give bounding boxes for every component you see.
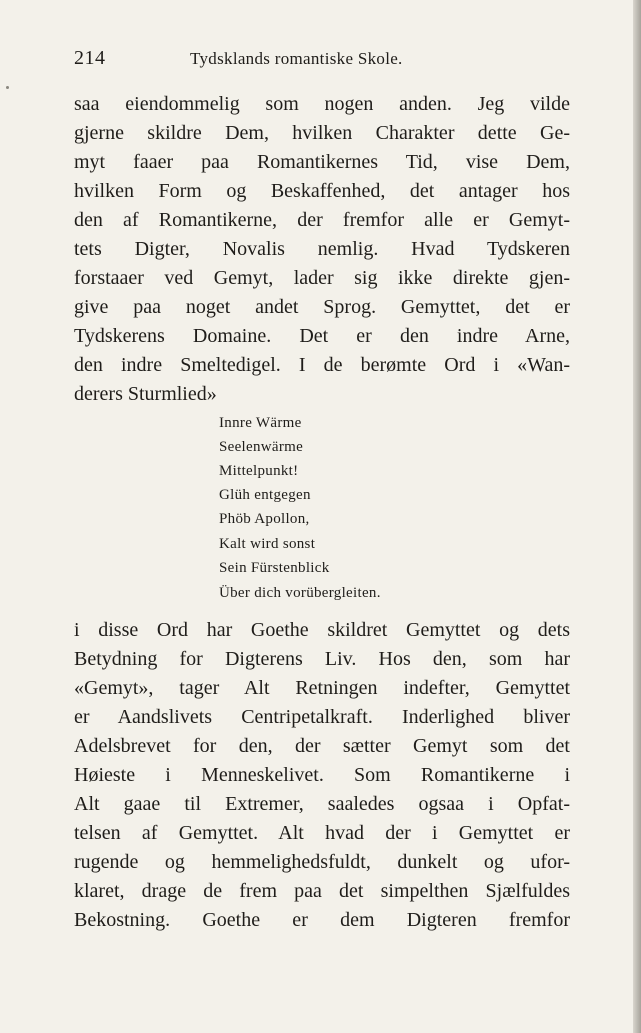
paper-speck <box>6 86 9 89</box>
text-line: Alt gaae til Extremer, saaledes ogsaa i Opfat- <box>74 793 570 815</box>
text-line: den indre Smeltedigel. I de berømte Ord i «Wan- <box>74 354 570 376</box>
text-line: telsen af Gemyttet. Alt hvad der i Gemyttet er <box>74 822 570 844</box>
verse-line: Seelenwärme <box>219 439 304 455</box>
text-line: gjerne skildre Dem, hvilken Charakter dette Ge- <box>74 122 570 144</box>
text-line: give paa noget andet Sprog. Gemyttet, det er <box>74 296 570 318</box>
verse-line: Über dich vorübergleiten. <box>219 585 381 601</box>
verse-line: Kalt wird sonst <box>219 536 316 552</box>
text-line: forstaaer ved Gemyt, lader sig ikke direkte gjen- <box>74 267 570 289</box>
text-line: «Gemyt», tager Alt Retningen indefter, Gemyttet <box>74 677 570 699</box>
page-number: 214 <box>74 47 106 69</box>
text-line: Adelsbrevet for den, der sætter Gemyt som det <box>74 735 570 757</box>
verse-line: Innre Wärme <box>219 415 302 431</box>
text-line: Betydning for Digterens Liv. Hos den, som har <box>74 648 570 670</box>
text-line: i disse Ord har Goethe skildret Gemyttet og dets <box>74 619 570 641</box>
text-line: saa eiendommelig som nogen anden. Jeg vilde <box>74 93 570 115</box>
text-line: tets Digter, Novalis nemlig. Hvad Tydskeren <box>74 238 570 260</box>
text-line: hvilken Form og Beskaffenhed, det antager hos <box>74 180 570 202</box>
running-header <box>74 47 570 71</box>
text-line: myt faaer paa Romantikernes Tid, vise Dem, <box>74 151 570 173</box>
verse-line: Mittelpunkt! <box>219 463 299 479</box>
text-line: Bekostning. Goethe er dem Digteren fremfor <box>74 909 570 931</box>
text-line: rugende og hemmelighedsfuldt, dunkelt og ufor- <box>74 851 570 873</box>
verse-line: Sein Fürstenblick <box>219 560 330 576</box>
running-title: Tydsklands romantiske Skole. <box>190 49 403 68</box>
page-edge-shadow <box>633 0 641 1033</box>
text-line: Høieste i Menneskelivet. Som Romantikerne i <box>74 764 570 786</box>
text-line: er Aandslivets Centripetalkraft. Inderlighed bliver <box>74 706 570 728</box>
text-line: klaret, drage de frem paa det simpelthen Sjælfuldes <box>74 880 570 902</box>
text-line: den af Romantikerne, der fremfor alle er Gemyt- <box>74 209 570 231</box>
text-line: derers Sturmlied» <box>74 383 217 405</box>
verse-line: Glüh entgegen <box>219 487 311 503</box>
verse-line: Phöb Apollon, <box>219 511 310 527</box>
text-line: Tydskerens Domaine. Det er den indre Arne, <box>74 325 570 347</box>
